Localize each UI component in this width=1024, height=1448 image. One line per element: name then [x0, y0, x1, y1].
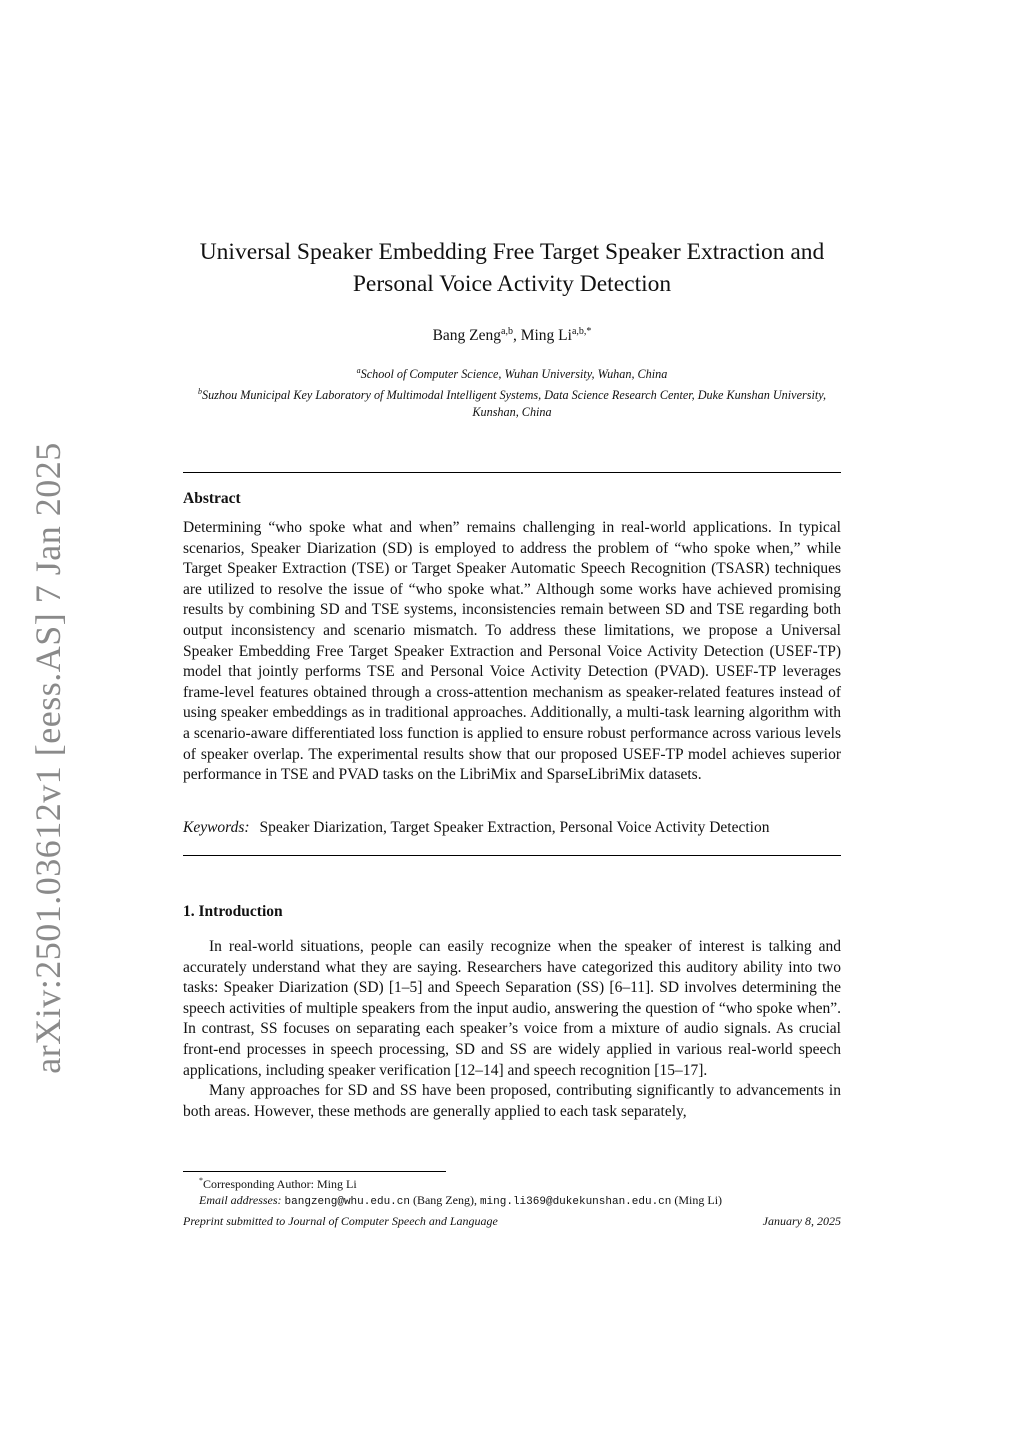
footnote-mark: *	[199, 1176, 203, 1185]
introduction-paragraph: Many approaches for SD and SS have been proposed, contributing significantly to advancements in both areas. However, these methods are generally applied to each task separately,	[183, 1082, 841, 1120]
keywords-text: Speaker Diarization, Target Speaker Extraction, Personal Voice Activity Detection	[259, 819, 770, 836]
author-name: Bang Zeng	[432, 327, 502, 345]
email-owner: (Bang Zeng),	[409, 1193, 480, 1207]
footnote-corresponding	[199, 1176, 357, 1192]
paper-title	[150, 236, 874, 300]
footnote-corresponding-text: Corresponding Author: Ming Li	[203, 1177, 357, 1191]
abstract-body: Determining “who spoke what and when” remains challenging in real-world applications. In typical scenarios, Speaker Diarization (SD) is employed to address the problem of “who spoke when,” while Target Speaker Extraction (TSE) or Target Speaker Automatic Speech Recognition (TSASR) techniques are utilized to resolve the issue of “who spoke what.” Although some works have achieved promising results by combining SD and TSE systems, inconsistencies remain between SD and TSE regarding both output inconsistency and scenario mismatch. To address these limitations, we propose a Universal Speaker Embedding Free Target Speaker Extraction and Personal Voice Activity Detection (USEF-TP) model that jointly performs TSE and Personal Voice Activity Detection (PVAD). USEF-TP leverages frame-level features obtained through a cross-attention mechanism as speaker-related features instead of using speaker embeddings as in traditional approaches. Additionally, a multi-task learning algorithm with a scenario-aware differentiated loss function is applied to ensure robust performance across various levels of speaker overlap. The experimental results show that our proposed USEF-TP model achieves superior performance in TSE and PVAD tasks on the LibriMix and SparseLibriMix datasets.	[183, 519, 841, 784]
affiliation-mark: a	[356, 366, 361, 375]
affiliation-a	[185, 362, 839, 383]
affiliation-text: School of Computer Science, Wuhan University, Wuhan, China	[360, 367, 668, 382]
author-list	[150, 326, 874, 345]
section-heading-introduction: 1. Introduction	[183, 903, 283, 920]
footnote-rule	[183, 1171, 446, 1172]
email-owner: (Ming Li)	[671, 1193, 723, 1207]
author-affiliation-mark: a,b,*	[571, 326, 592, 337]
footer-journal: Preprint submitted to Journal of Computer Speech and Language	[183, 1214, 498, 1228]
affiliation-b	[185, 383, 839, 421]
footer-date: January 8, 2025	[762, 1214, 841, 1228]
keywords	[183, 819, 841, 837]
author-name: Ming Li	[520, 327, 572, 345]
email-address[interactable]: bangzeng@whu.edu.cn	[284, 1196, 410, 1208]
abstract-heading: Abstract	[183, 490, 241, 507]
introduction-paragraph: In real-world situations, people can easily recognize when the speaker of interest is talking and accurately understand what they are saying. Researchers have categorized this auditory ability into two tasks: Speaker Diarization (SD) [1–5] and Speech Separation (SS) [6–11]. SD involves determining the speech activities of multiple speakers from the input audio, answering the question of “who spoke when”. In contrast, SS focuses on separating each speaker’s voice from a mixture of audio signals. As crucial front-end processes in speech processing, SD and SS are widely applied in various real-world speech applications, including speaker verification [12–14] and speech recognition [15–17].	[183, 938, 841, 1079]
footnote-emails	[199, 1193, 722, 1208]
author-separator: ,	[512, 327, 521, 345]
title-line-2: Personal Voice Activity Detection	[352, 271, 672, 297]
affiliation-mark: b	[197, 387, 202, 397]
email-label: Email addresses:	[199, 1193, 282, 1207]
title-line-1: Universal Speaker Embedding Free Target Speaker Extraction and	[199, 239, 825, 265]
keywords-label: Keywords:	[183, 819, 250, 836]
author-affiliation-mark: a,b	[501, 326, 513, 337]
abstract-bottom-rule	[183, 855, 841, 856]
affiliations	[185, 362, 839, 421]
arxiv-identifier-text: arXiv:2501.03612v1 [eess.AS] 7 Jan 2025	[28, 442, 68, 1074]
affiliation-text: Suzhou Municipal Key Laboratory of Multimodal Intelligent Systems, Data Science Research Center, Duke Kunshan University, Kunshan, China	[201, 388, 827, 420]
introduction-body	[183, 937, 841, 1122]
email-address[interactable]: ming.li369@dukekunshan.edu.cn	[479, 1196, 672, 1208]
abstract-top-rule	[183, 472, 841, 473]
